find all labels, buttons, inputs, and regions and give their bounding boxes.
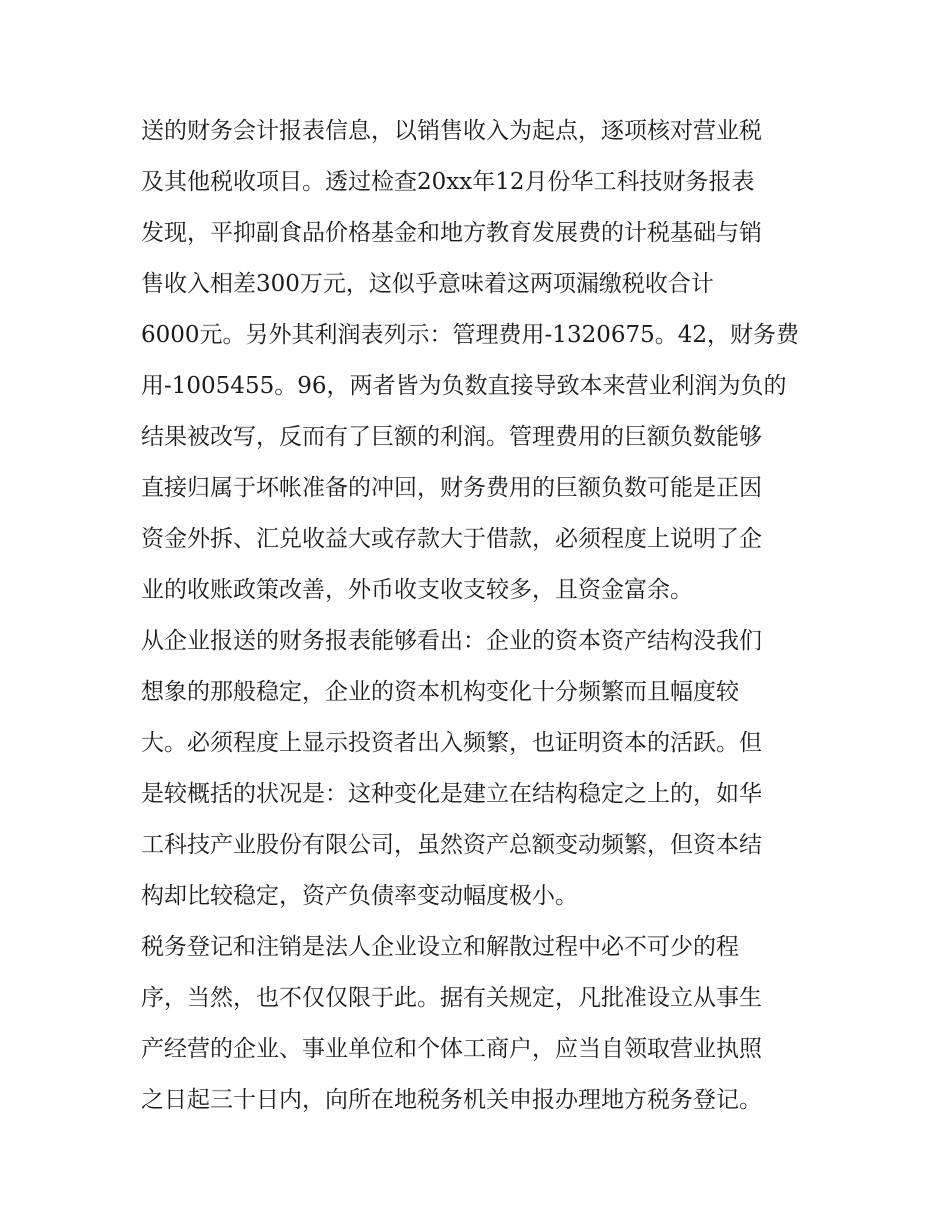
text-line-20: 之日起三十日内，向所在地税务机关申报办理地方税务登记。 (141, 1087, 762, 1113)
text-line-7: 结果被改写，反而有了巨额的利润。管理费用的巨额负数能够 (141, 424, 762, 450)
text-line-13: 大。必须程度上显示投资者出入频繁，也证明资本的活跃。但 (141, 730, 762, 756)
text-line-1: 送的财务会计报表信息，以销售收入为起点，逐项核对营业税 (141, 118, 762, 144)
text-line-12: 想象的那般稳定，企业的资本机构变化十分频繁而且幅度较 (141, 679, 739, 705)
text-line-14: 是较概括的状况是：这种变化是建立在结构稳定之上的，如华 (141, 781, 762, 807)
text-line-8: 直接归属于坏帐准备的冲回，财务费用的巨额负数可能是正因 (141, 475, 762, 501)
text-line-6: 用-1005455。96，两者皆为负数直接导致本来营业利润为负的 (141, 373, 787, 399)
text-line-3: 发现，平抑副食品价格基金和地方教育发展费的计税基础与销 (141, 220, 762, 246)
text-line-2: 及其他税收项目。透过检查20xx年12月份华工科技财务报表 (141, 169, 755, 195)
text-line-4: 售收入相差300万元，这似乎意味着这两项漏缴税收合计 (141, 271, 714, 297)
body-text (141, 106, 821, 1126)
text-line-15: 工科技产业股份有限公司，虽然资产总额变动频繁，但资本结 (141, 832, 762, 858)
text-line-16: 构却比较稳定，资产负债率变动幅度极小。 (141, 883, 578, 909)
text-line-11: 从企业报送的财务报表能够看出：企业的资本资产结构没我们 (141, 628, 762, 654)
text-line-9: 资金外拆、汇兑收益大或存款大于借款，必须程度上说明了企 (141, 526, 762, 552)
text-line-18: 序，当然，也不仅仅限于此。据有关规定，凡批准设立从事生 (141, 985, 762, 1011)
text-line-10: 业的收账政策改善，外币收支收支较多，且资金富余。 (141, 577, 693, 603)
text-line-17: 税务登记和注销是法人企业设立和解散过程中必不可少的程 (141, 934, 739, 960)
text-line-19: 产经营的企业、事业单位和个体工商户，应当自领取营业执照 (141, 1036, 762, 1062)
text-line-5: 6000元。另外其利润表列示：管理费用-1320675。42，财务费 (141, 322, 800, 348)
